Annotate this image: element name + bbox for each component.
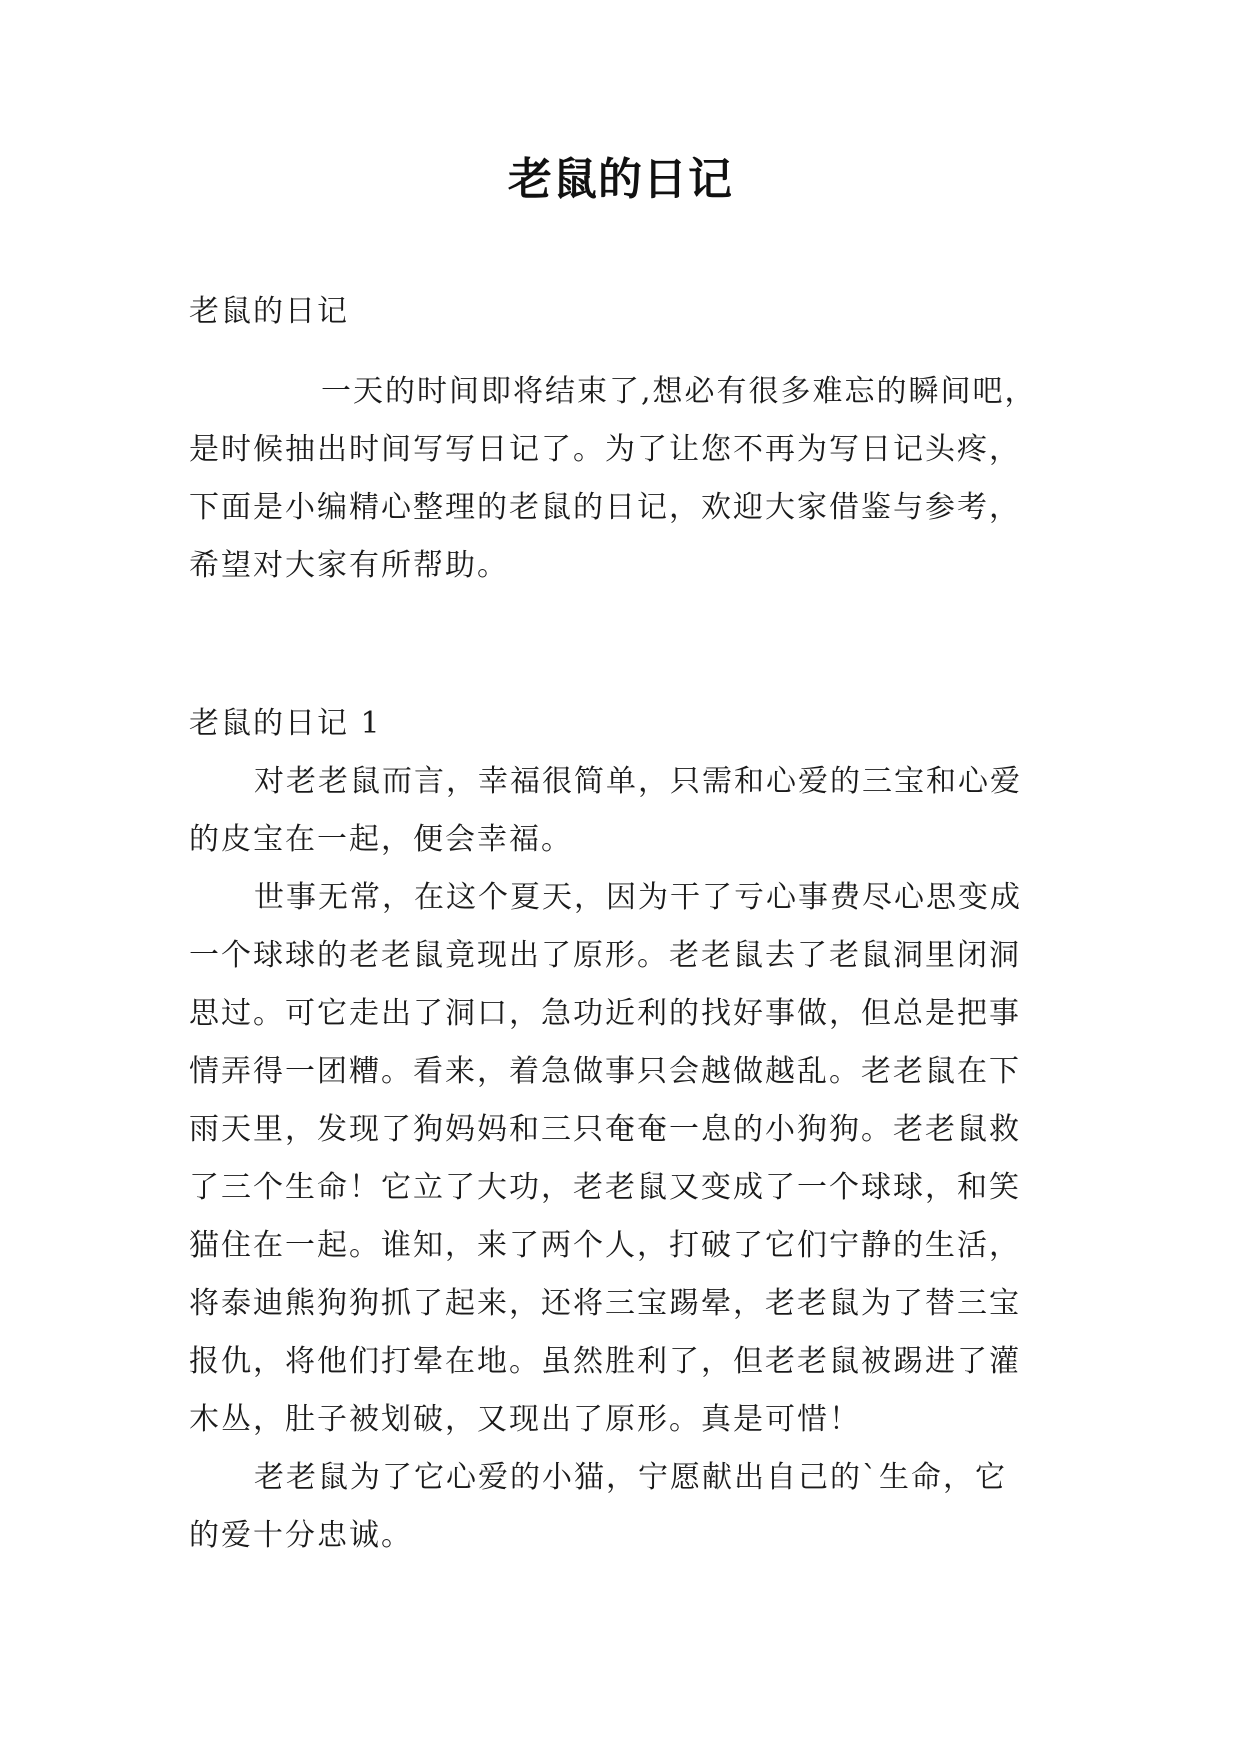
body-line: 的皮宝在一起，便会幸福。: [189, 822, 573, 857]
body-line: 木丛，肚子被划破，又现出了原形。真是可惜！: [189, 1402, 861, 1437]
body-line: 猫住在一起。谁知，来了两个人，打破了它们宁静的生活，: [189, 1228, 1021, 1263]
body-line: 的爱十分忠诚。: [189, 1518, 413, 1553]
intro-line: 下面是小编精心整理的老鼠的日记，欢迎大家借鉴与参考，: [189, 490, 1021, 525]
body-line: 报仇，将他们打晕在地。虽然胜利了，但老老鼠被踢进了灌: [189, 1344, 1021, 1379]
body-line: 将泰迪熊狗狗抓了起来，还将三宝踢晕，老老鼠为了替三宝: [189, 1286, 1021, 1321]
body-line: 一个球球的老老鼠竟现出了原形。老老鼠去了老鼠洞里闭洞: [189, 938, 1021, 973]
body-line: 了三个生命！它立了大功，老老鼠又变成了一个球球，和笑: [189, 1170, 1021, 1205]
body-line: 思过。可它走出了洞口，急功近利的找好事做，但总是把事: [189, 996, 1021, 1031]
body-line: 世事无常，在这个夏天，因为干了亏心事费尽心思变成: [254, 880, 1022, 915]
document-title: 老鼠的日记: [508, 154, 733, 205]
section-heading: 老鼠的日记 1: [189, 706, 382, 741]
intro-line: 一天的时间即将结束了,想必有很多难忘的瞬间吧，: [321, 374, 1037, 409]
body-line: 情弄得一团糟。看来，着急做事只会越做越乱。老老鼠在下: [189, 1054, 1021, 1089]
intro-line: 是时候抽出时间写写日记了。为了让您不再为写日记头疼，: [189, 432, 1021, 467]
body-line: 老老鼠为了它心爱的小猫，宁愿献出自己的`生命，它: [254, 1460, 1007, 1495]
document-subtitle: 老鼠的日记: [189, 294, 349, 329]
body-line: 对老老鼠而言，幸福很简单，只需和心爱的三宝和心爱: [254, 764, 1022, 799]
intro-line: 希望对大家有所帮助。: [189, 548, 509, 583]
body-line: 雨天里，发现了狗妈妈和三只奄奄一息的小狗狗。老老鼠救: [189, 1112, 1021, 1147]
